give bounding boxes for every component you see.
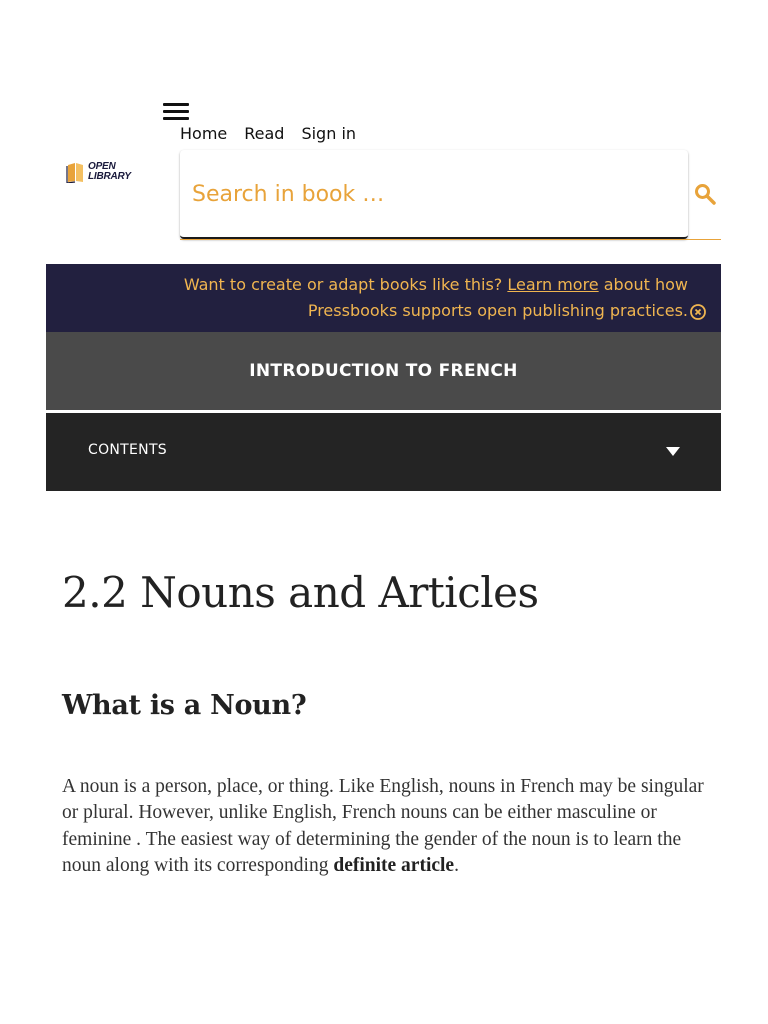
menu-icon[interactable] [163, 103, 189, 121]
banner-text [128, 272, 688, 324]
search-box [180, 150, 688, 239]
paragraph-text: A noun is a person, place, or thing. Like English, nouns in French may be singular or plural. However, unlike English, French nouns can be either masculine or feminine . The easiest way of determining the gender of the noun is to learn the noun along with its corresponding [62, 776, 704, 876]
nav-home-link[interactable]: Home [180, 124, 228, 143]
book-title: INTRODUCTION TO FRENCH [249, 361, 518, 381]
paragraph [62, 774, 707, 879]
logo-line-2: LIBRARY [88, 171, 131, 182]
search-underline [180, 239, 721, 240]
book-logo-icon [66, 161, 85, 183]
open-library-logo[interactable] [66, 161, 131, 183]
contents-label: CONTENTS [88, 442, 167, 458]
search-input[interactable] [192, 174, 672, 214]
banner-text-before: Want to create or adapt books like this? [183, 275, 508, 294]
banner-text-after: about how Pressbooks supports open publishing practices. [307, 275, 688, 320]
pressbooks-banner [46, 264, 721, 332]
contents-toggle[interactable] [46, 413, 721, 491]
definite-article-term: definite article [333, 854, 455, 876]
chapter-title: 2.2 Nouns and Articles [62, 568, 539, 617]
learn-more-link[interactable]: Learn more [507, 275, 599, 294]
caret-down-icon [666, 447, 680, 456]
nav-read-link[interactable]: Read [244, 124, 285, 143]
nav-sign-in-link[interactable]: Sign in [301, 124, 357, 143]
logo-line-1: OPEN [88, 161, 116, 172]
book-title-bar[interactable] [46, 332, 721, 410]
section-heading: What is a Noun? [62, 690, 307, 721]
paragraph-end: . [454, 854, 459, 876]
search-icon[interactable] [694, 183, 716, 205]
close-circle-icon[interactable] [689, 303, 707, 321]
top-navigation [180, 124, 356, 143]
